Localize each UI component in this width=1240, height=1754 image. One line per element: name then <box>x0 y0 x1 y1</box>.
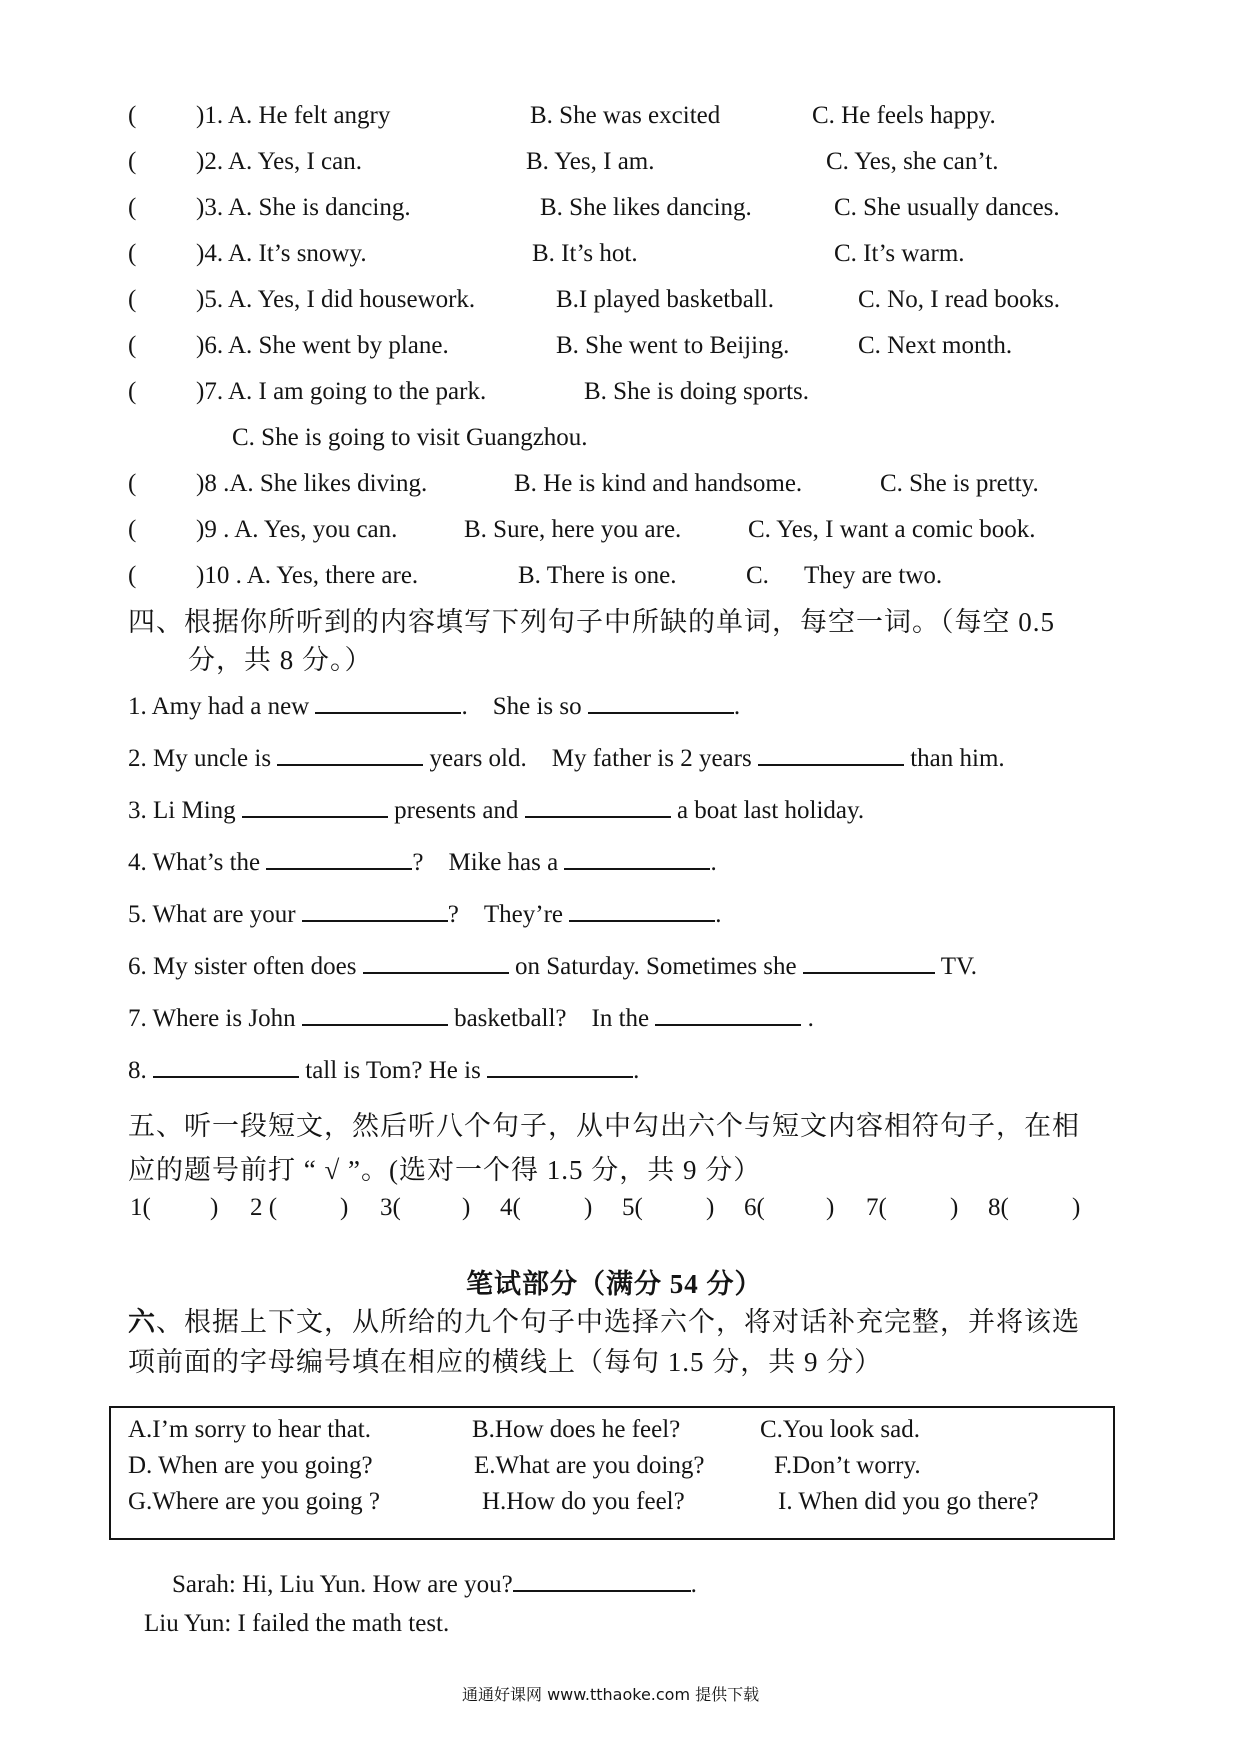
fill-sentence-6 <box>128 950 977 981</box>
item-2-option-a: )2. A. Yes, I can. <box>196 148 362 175</box>
footer-text: 通通好课网 www.tthaoke.com 提供下载 <box>462 1685 760 1704</box>
option-e: E.What are you doing? <box>474 1452 705 1479</box>
s7-blank-1[interactable] <box>302 1002 448 1026</box>
s1-blank-2[interactable] <box>588 690 734 714</box>
s2-blank-2[interactable] <box>758 742 904 766</box>
item-3-paren: ( <box>128 194 137 221</box>
item-1-option-a: )1. A. He felt angry <box>196 102 391 129</box>
s3-part-b: presents and <box>394 797 519 824</box>
check-5-close: ) <box>706 1194 715 1221</box>
fill-sentence-8 <box>128 1054 639 1085</box>
s8-part-b: tall is Tom? He is <box>305 1057 481 1084</box>
option-a: A.I’m sorry to hear that. <box>128 1416 371 1443</box>
s2-part-a: 2. My uncle is <box>128 745 272 772</box>
section4-title-line1: 四、根据你所听到的内容填写下列句子中所缺的单词，每空一词。（每空 0.5 <box>128 607 1055 637</box>
s5-blank-2[interactable] <box>569 898 715 922</box>
s7-blank-2[interactable] <box>655 1002 801 1026</box>
s7-part-d: . <box>807 1005 814 1032</box>
s1-blank-1[interactable] <box>315 690 461 714</box>
s1-part-c: She is so <box>492 693 582 720</box>
s4-part-b: ? <box>412 849 424 876</box>
s3-part-a: 3. Li Ming <box>128 797 236 824</box>
s8-blank-2[interactable] <box>487 1054 633 1078</box>
option-c: C.You look sad. <box>760 1416 920 1443</box>
item-7-option-c: C. She is going to visit Guangzhou. <box>232 424 588 451</box>
check-2-open: 2 ( <box>250 1194 278 1221</box>
s1-part-b: . <box>461 693 468 720</box>
s6-blank-1[interactable] <box>363 950 509 974</box>
item-6-option-a: )6. A. She went by plane. <box>196 332 449 359</box>
check-3-close: ) <box>462 1194 471 1221</box>
check-5-open: 5( <box>622 1194 643 1221</box>
option-d: D. When are you going? <box>128 1452 373 1479</box>
s8-part-a: 8. <box>128 1057 147 1084</box>
item-5-option-c: C. No, I read books. <box>858 286 1061 313</box>
check-8-open: 8( <box>988 1194 1009 1221</box>
section6-title-line2: 项前面的字母编号填在相应的横线上（每句 1.5 分，共 9 分） <box>128 1347 883 1377</box>
s3-part-c: a boat last holiday. <box>676 797 865 824</box>
fill-sentence-5 <box>128 898 722 929</box>
s3-blank-2[interactable] <box>525 794 671 818</box>
s2-part-b: years old. <box>429 745 527 772</box>
item-4-option-c: C. It’s warm. <box>834 240 965 267</box>
check-3-open: 3( <box>380 1194 401 1221</box>
item-9-option-a: )9 . A. Yes, you can. <box>196 516 398 543</box>
check-4-close: ) <box>584 1194 593 1221</box>
s1-part-a: 1. Amy had a new <box>128 693 310 720</box>
s7-part-a: 7. Where is John <box>128 1005 296 1032</box>
s2-blank-1[interactable] <box>277 742 423 766</box>
section6-lead: 六 <box>128 1307 156 1337</box>
s5-part-c: They’re <box>483 901 564 928</box>
s6-blank-2[interactable] <box>803 950 935 974</box>
s7-part-b: basketball? <box>454 1005 567 1032</box>
check-2-close: ) <box>340 1194 349 1221</box>
item-6-paren: ( <box>128 332 137 359</box>
check-6-open: 6( <box>744 1194 765 1221</box>
item-5-paren: ( <box>128 286 137 313</box>
s4-part-c: Mike has a <box>448 849 559 876</box>
dialog-line-2: Liu Yun: I failed the math test. <box>144 1610 450 1637</box>
item-8-option-a: )8 .A. She likes diving. <box>196 470 428 497</box>
s3-blank-1[interactable] <box>242 794 388 818</box>
s4-blank-1[interactable] <box>266 846 412 870</box>
dialog-1-end: . <box>690 1571 697 1598</box>
item-4-paren: ( <box>128 240 137 267</box>
item-4-option-b: B. It’s hot. <box>532 240 638 267</box>
fill-sentence-3 <box>128 794 864 825</box>
item-5-option-a: )5. A. Yes, I did housework. <box>196 286 476 313</box>
item-3-option-a: )3. A. She is dancing. <box>196 194 411 221</box>
s5-blank-1[interactable] <box>302 898 448 922</box>
section5-title-line1: 五、听一段短文，然后听八个句子，从中勾出六个与短文内容相符句子，在相 <box>128 1111 1080 1141</box>
item-1-paren: ( <box>128 102 137 129</box>
check-7-close: ) <box>950 1194 959 1221</box>
s4-part-d: . <box>710 849 717 876</box>
fill-sentence-2 <box>128 742 1005 773</box>
s6-part-c: TV. <box>940 953 978 980</box>
item-3-option-c: C. She usually dances. <box>834 194 1060 221</box>
option-b: B.How does he feel? <box>472 1416 681 1443</box>
item-2-option-b: B. Yes, I am. <box>526 148 655 175</box>
option-h: H.How do you feel? <box>482 1488 685 1515</box>
item-2-option-c: C. Yes, she can’t. <box>826 148 999 175</box>
item-6-option-b: B. She went to Beijing. <box>556 332 790 359</box>
written-part-title: 笔试部分（满分 54 分） <box>466 1269 763 1299</box>
s5-part-a: 5. What are your <box>128 901 296 928</box>
item-7-option-b: B. She is doing sports. <box>584 378 810 405</box>
item-6-option-c: C. Next month. <box>858 332 1013 359</box>
item-1-option-b: B. She was excited <box>530 102 721 129</box>
item-4-option-a: )4. A. It’s snowy. <box>196 240 367 267</box>
item-7-option-a: )7. A. I am going to the park. <box>196 378 487 405</box>
item-10-option-c: C. <box>746 562 769 589</box>
fill-sentence-4 <box>128 846 717 877</box>
fill-sentence-7 <box>128 1002 814 1033</box>
item-8-paren: ( <box>128 470 137 497</box>
dialog-line-1 <box>172 1568 697 1599</box>
s6-part-a: 6. My sister often does <box>128 953 357 980</box>
item-2-paren: ( <box>128 148 137 175</box>
check-8-close: ) <box>1072 1194 1081 1221</box>
s8-blank-1[interactable] <box>153 1054 299 1078</box>
item-8-option-c: C. She is pretty. <box>880 470 1039 497</box>
option-i: I. When did you go there? <box>778 1488 1039 1515</box>
s2-part-d: than him. <box>910 745 1005 772</box>
section6-title-text: 、根据上下文，从所给的九个句子中选择六个，将对话补充完整，并将该选 <box>156 1307 1080 1337</box>
section5-title-line2: 应的题号前打 “ √ ”。(选对一个得 1.5 分，共 9 分） <box>128 1155 762 1185</box>
s6-part-b: on Saturday. Sometimes she <box>514 953 797 980</box>
fill-sentence-1 <box>128 690 740 721</box>
item-8-option-b: B. He is kind and handsome. <box>514 470 803 497</box>
item-5-option-b: B.I played basketball. <box>556 286 774 313</box>
s1-part-d: . <box>733 693 741 720</box>
option-g: G.Where are you going ? <box>128 1488 380 1515</box>
s8-part-c: . <box>633 1057 640 1084</box>
check-1-close: ) <box>210 1194 219 1221</box>
check-7-open: 7( <box>866 1194 887 1221</box>
option-f: F.Don’t worry. <box>774 1452 921 1479</box>
item-10-option-a: )10 . A. Yes, there are. <box>196 562 419 589</box>
dialog-sarah: Sarah: Hi, Liu Yun. How are you? <box>172 1571 513 1598</box>
check-6-close: ) <box>826 1194 835 1221</box>
check-1-open: 1( <box>130 1194 151 1221</box>
section4-title-line2: 分，共 8 分。） <box>188 645 373 675</box>
item-1-option-c: C. He feels happy. <box>812 102 996 129</box>
item-7-paren: ( <box>128 378 137 405</box>
item-10-option-b: B. There is one. <box>518 562 677 589</box>
s7-part-c: In the <box>591 1005 650 1032</box>
item-9-paren: ( <box>128 516 137 543</box>
s4-blank-2[interactable] <box>564 846 710 870</box>
item-10-option-c-text: They are two. <box>804 562 943 589</box>
s4-part-a: 4. What’s the <box>128 849 261 876</box>
s2-part-c: My father is 2 years <box>551 745 752 772</box>
item-3-option-b: B. She likes dancing. <box>540 194 752 221</box>
check-4-open: 4( <box>500 1194 521 1221</box>
section6-title-line1 <box>128 1300 1080 1339</box>
item-9-option-c: C. Yes, I want a comic book. <box>748 516 1036 543</box>
s5-part-d: . <box>715 901 722 928</box>
item-9-option-b: B. Sure, here you are. <box>464 516 682 543</box>
s5-part-b: ? <box>447 901 459 928</box>
item-10-paren: ( <box>128 562 137 589</box>
dialog-blank-1[interactable] <box>513 1568 691 1592</box>
